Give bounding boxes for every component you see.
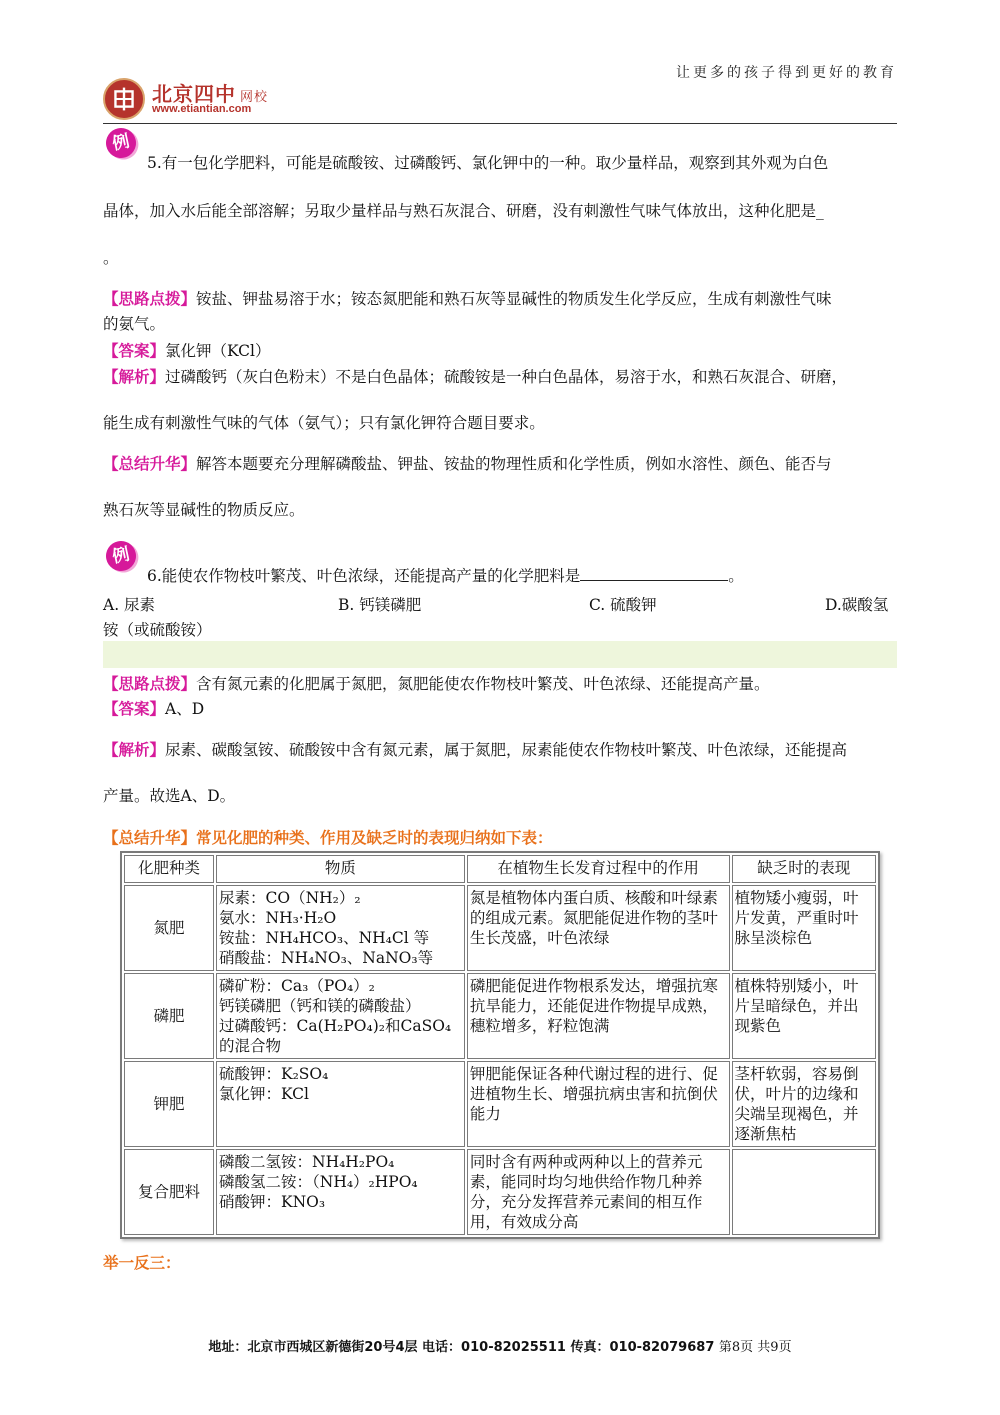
- page-footer: [0, 1336, 1000, 1355]
- deficiency-cell: 植株特别矮小，叶片呈暗绿色，并出现紫色: [732, 973, 876, 1059]
- answer-blank: [580, 566, 728, 581]
- option-d: D.碳酸氢: [825, 596, 889, 614]
- q5-summary-cont: 熟石灰等显碱性的物质反应。: [103, 501, 305, 519]
- q6-analysis-cont: 产量。故选A、D。: [103, 787, 236, 805]
- table-row: [124, 973, 876, 1059]
- option-d-cont: 铵（或硫酸铵）: [103, 621, 212, 639]
- role-cell: 氮是植物体内蛋白质、核酸和叶绿素的组成元素。氮肥能促进作物的茎叶生长茂盛，叶色浓绿: [467, 885, 730, 971]
- table-header-row: [124, 855, 876, 883]
- role-cell: 磷肥能促进作物根系发达，增强抗寒抗旱能力，还能促进作物提早成熟，穗粒增多，籽粒饱满: [467, 973, 730, 1059]
- highlight-band: [103, 641, 897, 668]
- q6-stem: 6.能使农作物枝叶繁茂、叶色浓绿，还能提高产量的化学肥料是 。: [147, 567, 744, 585]
- substance-cell: 磷酸二氢铵：NH₄H₂PO₄ 磷酸氢二铵：（NH₄）₂HPO₄ 硝酸钾：KNO₃: [216, 1149, 465, 1235]
- deficiency-cell: 茎杆软弱，容易倒伏，叶片的边缘和尖端呈现褐色，并逐渐焦枯: [732, 1061, 876, 1147]
- example-badge-icon: 例: [103, 538, 139, 574]
- practice-heading: 举一反三：: [103, 1253, 181, 1272]
- header-substance: 物质: [216, 855, 465, 883]
- q5-analysis-cont: 能生成有刺激性气味的气体（氨气）；只有氯化钾符合题目要求。: [103, 414, 545, 432]
- table-row: [124, 1061, 876, 1147]
- logo-url[interactable]: www.etiantian.com: [152, 103, 252, 115]
- substance-cell: 硫酸钾：K₂SO₄ 氯化钾：KCl: [216, 1061, 465, 1147]
- header-slogan: 让更多的孩子得到更好的教育: [676, 65, 897, 81]
- header-deficiency: 缺乏时的表现: [732, 855, 876, 883]
- q5-analysis: 【解析】过磷酸钙（灰白色粉末）不是白色晶体；硫酸铵是一种白色晶体，易溶于水，和熟石灰混合、研磨，: [103, 367, 848, 386]
- school-logo-icon: [103, 78, 145, 120]
- example-badge-icon: 例: [103, 125, 139, 161]
- header-kind: 化肥种类: [124, 855, 214, 883]
- q6-answer: 【答案】A、D: [103, 699, 205, 718]
- header-divider: [103, 123, 897, 124]
- q5-hint-cont: 的氨气。: [103, 315, 166, 333]
- table-row: [124, 885, 876, 971]
- fertilizer-table: [120, 851, 880, 1239]
- q5-hint: 【思路点拨】铵盐、钾盐易溶于水；铵态氮肥能和熟石灰等显碱性的物质发生化学反应，生成有刺激性气味: [103, 289, 832, 308]
- substance-cell: 磷矿粉：Ca₃（PO₄）₂ 钙镁磷肥（钙和镁的磷酸盐） 过磷酸钙：Ca(H₂PO₄)₂和CaSO₄的混合物: [216, 973, 465, 1059]
- table-row: [124, 1149, 876, 1235]
- q6-hint: 【思路点拨】含有氮元素的化肥属于氮肥，氮肥能使农作物枝叶繁茂、叶色浓绿、还能提高产量。: [103, 674, 770, 693]
- q5-line2: 晶体，加入水后能全部溶解；另取少量样品与熟石灰混合、研磨，没有刺激性气味气体放出，这种化肥是_: [103, 202, 824, 220]
- option-c: C. 硫酸钾: [589, 596, 657, 614]
- q5-line1: 5.有一包化学肥料，可能是硫酸铵、过磷酸钙、氯化钾中的一种。取少量样品，观察到其外观为白色: [147, 154, 829, 172]
- page-number: 第8页 共9页: [718, 1340, 792, 1355]
- substance-cell: 尿素：CO（NH₂）₂ 氨水：NH₃·H₂O 铵盐：NH₄HCO₃、NH₄Cl 等 硝酸盐：NH₄NO₃、NaNO₃等: [216, 885, 465, 971]
- header-role: 在植物生长发育过程中的作用: [467, 855, 730, 883]
- footer-contact: 地址：北京市西城区新德街20号4层 电话：010-82025511 传真：010-82079687: [208, 1340, 715, 1355]
- kind-cell: 磷肥: [124, 973, 214, 1059]
- q5-line3: 。: [103, 249, 119, 267]
- role-cell: 同时含有两种或两种以上的营养元素，能同时均匀地供给作物几种养分，充分发挥营养元素间的相互作用，有效成分高: [467, 1149, 730, 1235]
- deficiency-cell: 植物矮小瘦弱，叶片发黄，严重时叶脉呈淡棕色: [732, 885, 876, 971]
- q6-analysis: 【解析】尿素、碳酸氢铵、硫酸铵中含有氮元素，属于氮肥，尿素能使农作物枝叶繁茂、叶色浓绿，还能提高: [103, 740, 848, 759]
- q5-summary: 【总结升华】解答本题要充分理解磷酸盐、钾盐、铵盐的物理性质和化学性质，例如水溶性、颜色、能否与: [103, 454, 832, 473]
- kind-cell: 氮肥: [124, 885, 214, 971]
- q5-answer: 【答案】氯化钾（KCl）: [103, 341, 271, 360]
- logo-title: 北京四中 网校: [152, 82, 269, 106]
- option-a: A. 尿素: [103, 596, 156, 614]
- kind-cell: 复合肥料: [124, 1149, 214, 1235]
- deficiency-cell: [732, 1149, 876, 1235]
- q6-summary: 【总结升华】常见化肥的种类、作用及缺乏时的表现归纳如下表：: [103, 828, 553, 847]
- kind-cell: 钾肥: [124, 1061, 214, 1147]
- role-cell: 钾肥能保证各种代谢过程的进行、促进植物生长、增强抗病虫害和抗倒伏能力: [467, 1061, 730, 1147]
- option-b: B. 钙镁磷肥: [338, 596, 422, 614]
